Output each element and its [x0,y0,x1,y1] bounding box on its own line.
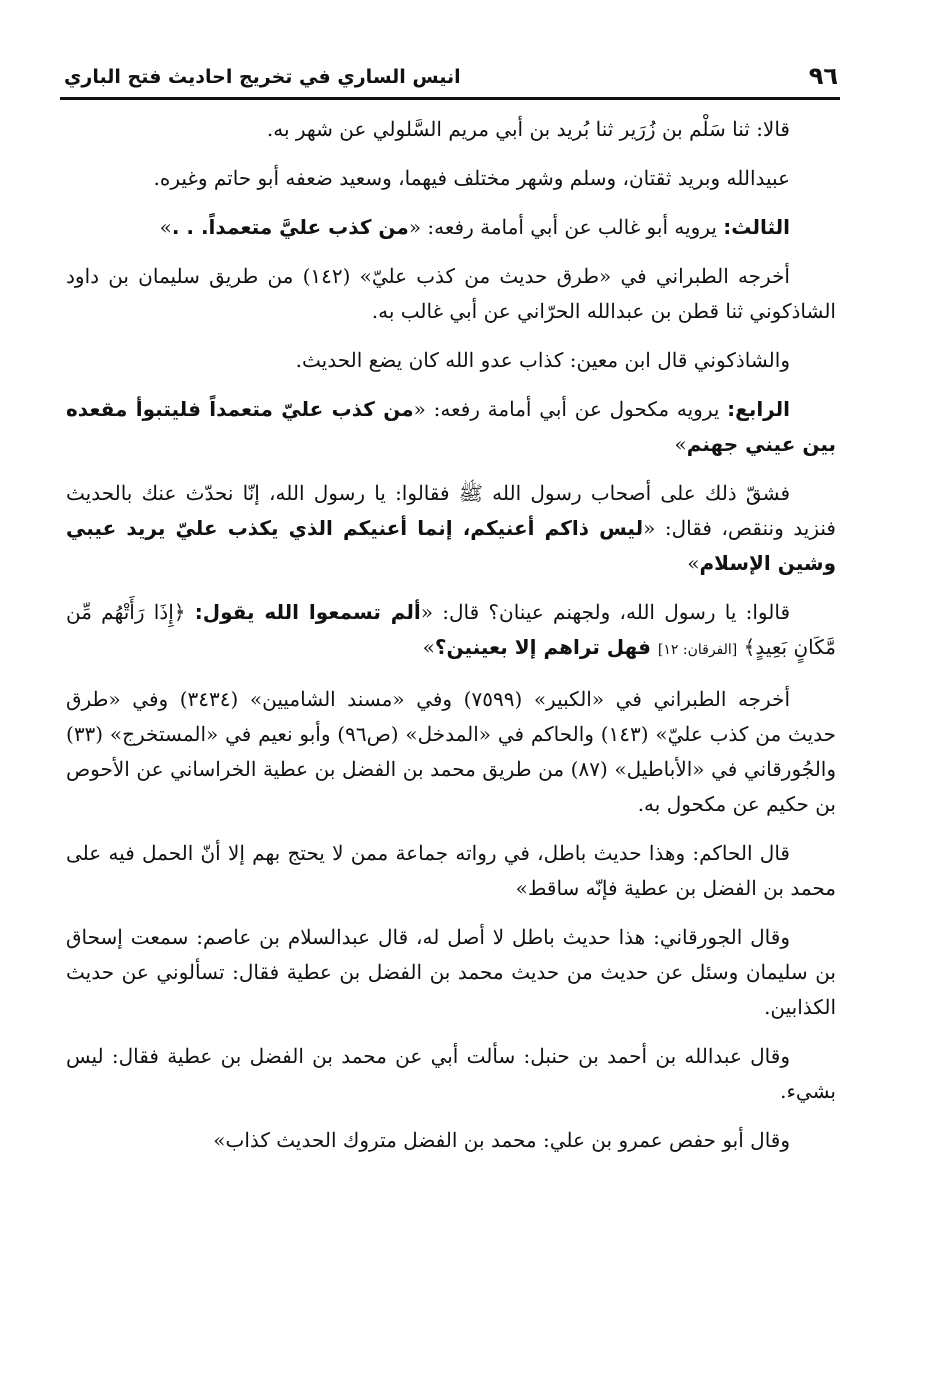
quote-close: » [674,432,687,456]
paragraph-6 [66,392,836,462]
page-header [60,58,840,94]
hadith-quote: ليس ذاكم أعنيكم، إنما أعنيكم الذي يكذب عليّ يريد عيبي وشين الإسلام [66,516,836,575]
paragraph-text: والشاذكوني قال ابن معين: كذاب عدو الله كان يضع الحديث. [295,348,790,372]
paragraph-text: قال الحاكم: وهذا حديث باطل، في رواته جماعة ممن لا يحتج بهم إلا أنّ الحمل فيه على محمد بن الفضل بن عطية فإنّه ساقط» [66,841,836,900]
running-title: انيس الساري في تخريج احاديث فتح الباري [64,66,461,88]
paragraph-12 [66,1039,836,1109]
page-number: ٩٦ [808,62,838,90]
hadith-quote: ألم تسمعوا الله يقول: [194,600,421,624]
paragraph-10 [66,836,836,906]
paragraph-7 [66,476,836,581]
paragraph-text: أخرجه الطبراني في «الكبير» (٧٥٩٩) وفي «مسند الشاميين» (٣٤٣٤) وفي «طرق حديث من كذب عليّ» (١٤٣) والحاكم في «المدخل» (ص٩٦) وأبو نعيم في «المستخرج» (٣٣) والجُورقاني في «الأباطيل» (٨٧) من طريق محمد بن الفضل بن عطية الخراساني عن الأحوص بن حكيم عن مكحول به. [66,687,837,816]
section-label-third: الثالث: [723,215,790,239]
paragraph-text: قالوا: يا رسول الله، ولجهنم عينان؟ قال: « [420,600,791,624]
page-body [66,112,836,1172]
quote-close: » [159,215,172,239]
paragraph-text: فشقّ ذلك على أصحاب رسول الله ﷺ فقالوا: يا رسول الله، إنّا نحدّث عنك بالحديث فنزيد وننقص، فقال: « [66,481,836,540]
paragraph-9 [66,682,836,822]
paragraph-text: وقال الجورقاني: هذا حديث باطل لا أصل له، قال عبدالسلام بن عاصم: سمعت إسحاق بن سليمان وسئل عن حديث من حديث محمد بن الفضل بن عطية فقال: تسألوني عن حديث الكذابين. [66,925,836,1019]
paragraph-2 [66,161,836,196]
verse-reference: [الفرقان: ١٢] [657,642,738,658]
paragraph-text: يرويه مكحول عن أبي أمامة رفعه: « [413,397,728,421]
section-label-fourth: الرابع: [727,397,790,421]
quote-close: » [687,551,700,575]
paragraph-text: قالا: ثنا سَلْم بن زُرَير ثنا بُريد بن أبي مريم السَّلولي عن شهر به. [266,117,790,141]
paragraph-11 [66,920,836,1025]
paragraph-text: أخرجه الطبراني في «طرق حديث من كذب عليّ» (١٤٢) من طريق سليمان بن داود الشاذكوني ثنا قطن بن عبدالله الحرّاني عن أبي غالب به. [66,264,836,323]
paragraph-13 [66,1123,836,1158]
quote-close: » [422,635,435,659]
paragraph-3 [66,210,836,245]
paragraph-8 [66,595,836,668]
paragraph-text: وقال عبدالله بن أحمد بن حنبل: سألت أبي عن محمد بن الفضل بن عطية فقال: ليس بشيء. [66,1044,836,1103]
paragraph-1 [66,112,836,147]
paragraph-4 [66,259,836,329]
paragraph-text: يرويه أبو غالب عن أبي أمامة رفعه: « [408,215,724,239]
paragraph-text: وقال أبو حفص عمرو بن علي: محمد بن الفضل متروك الحديث كذاب» [213,1128,790,1152]
hadith-quote: من كذب عليّ متعمداً فليتبوأ مقعده بين عيني جهنم [66,397,836,456]
hadith-quote-continued: فهل تراهم إلا بعينين؟ [434,635,658,659]
hadith-quote: من كذب عليَّ متعمداً. . . [171,215,409,239]
paragraph-5 [66,343,836,378]
header-rule [60,97,840,100]
quran-verse: ﴿إِذَا رَأَتْهُم مِّن مَّكَانٍ بَعِيدٍ﴾ [66,600,836,659]
paragraph-text: عبيدالله وبريد ثقتان، وسلم وشهر مختلف فيهما، وسعيد ضعفه أبو حاتم وغيره. [153,166,790,190]
